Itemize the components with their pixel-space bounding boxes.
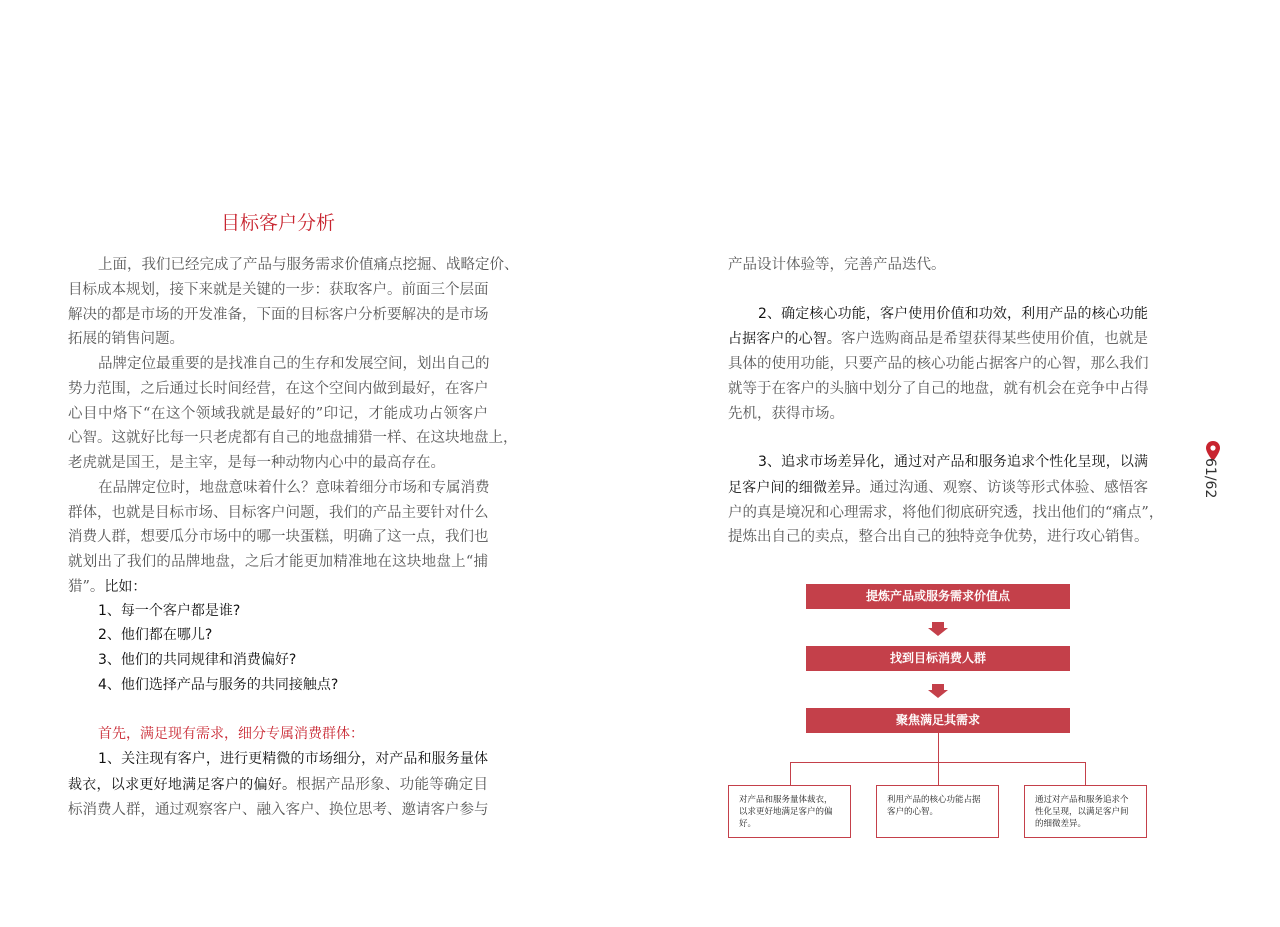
text-line bbox=[68, 303, 488, 328]
connector-line bbox=[938, 733, 939, 762]
text: 首先，满足现有需求，细分专属消费群体： bbox=[98, 726, 364, 743]
text-line bbox=[728, 377, 1148, 402]
text-line bbox=[68, 575, 488, 600]
text-line bbox=[728, 253, 1148, 278]
page-number: 61/62 bbox=[1202, 458, 1218, 499]
text: 心目中烙下“在这个领域我就是最好的”印记，才能成功占领客户 bbox=[68, 405, 488, 422]
text: 消费人群，想要瓜分市场中的哪一块蛋糕，明确了这一点，我们也 bbox=[68, 529, 489, 546]
arrow-down-icon bbox=[928, 684, 948, 698]
text: 4、他们选择产品与服务的共同接触点? bbox=[98, 676, 339, 693]
text-line bbox=[68, 748, 488, 773]
text-line bbox=[728, 402, 1148, 427]
text: 目标成本规划，接下来就是关键的一步：获取客户。前面三个层面 bbox=[68, 281, 489, 298]
text-line bbox=[68, 426, 518, 451]
text-line bbox=[68, 624, 488, 649]
text: 品牌定位最重要的是找准自己的生存和发展空间，划出自己的 bbox=[98, 356, 490, 372]
text: 解决的都是市场的开发准备，下面的目标客户分析要解决的是市场 bbox=[68, 306, 489, 323]
text-line bbox=[68, 674, 488, 699]
text-line bbox=[728, 278, 1148, 303]
text-line bbox=[68, 253, 519, 278]
text-line bbox=[68, 327, 488, 352]
text: 心智。这就好比每一只老虎都有自己的地盘捕猎一样、在这块地盘上， bbox=[68, 430, 518, 447]
flow-step-3: 聚焦满足其需求 bbox=[806, 708, 1070, 733]
text: 根据产品形象、功能等确定目 bbox=[296, 776, 489, 793]
bold-text: 裁衣，以求更好地满足客户的偏好。 bbox=[68, 776, 297, 793]
left-column bbox=[68, 253, 519, 822]
text-line bbox=[728, 303, 1148, 328]
text-line bbox=[68, 550, 488, 575]
text-line bbox=[728, 501, 1164, 526]
text: 3、他们的共同规律和消费偏好? bbox=[98, 652, 297, 668]
text-line bbox=[68, 501, 488, 526]
text-line bbox=[728, 327, 1148, 352]
flow-branch-2: 利用产品的核心功能占据客户的心智。 bbox=[876, 785, 999, 838]
text-line bbox=[68, 600, 488, 625]
text: 就划出了我们的品牌地盘，之后才能更加精准地在这块地盘上“捕 bbox=[68, 554, 488, 570]
text-line bbox=[68, 525, 488, 550]
text-line bbox=[68, 699, 488, 724]
page-title: 目标客户分析 bbox=[220, 212, 335, 234]
text: 提炼出自己的卖点，整合出自己的独特竞争优势，进行攻心销售。 bbox=[728, 529, 1149, 546]
text: 标消费人群，通过观察客户、融入客户、换位思考、邀请客户参与 bbox=[68, 801, 489, 818]
arrow-down-icon bbox=[928, 622, 948, 636]
flow-branch-1: 对产品和服务量体裁衣，以求更好地满足客户的偏好。 bbox=[728, 785, 851, 838]
bold-text: 1、关注现有客户，进行更精微的市场细分，对产品和服务量体 bbox=[98, 751, 488, 767]
text: 产品设计体验等，完善产品迭代。 bbox=[728, 257, 946, 273]
text: 在品牌定位时，地盘意味着什么？意味着细分市场和专属消费 bbox=[98, 479, 490, 496]
text-line bbox=[68, 649, 488, 674]
text-line bbox=[728, 525, 1148, 550]
text: 就等于在客户的头脑中划分了自己的地盘，就有机会在竞争中占得 bbox=[728, 380, 1149, 397]
text: 客户选购商品是希望获得某些使用价值，也就是 bbox=[841, 331, 1148, 348]
text-line bbox=[728, 476, 1148, 501]
flow-step-1: 提炼产品或服务需求价值点 bbox=[806, 584, 1070, 609]
text-line bbox=[728, 426, 1148, 451]
text: 势力范围，之后通过长时间经营，在这个空间内做到最好，在客户 bbox=[68, 380, 489, 397]
flow-step-2: 找到目标消费人群 bbox=[806, 646, 1070, 671]
bold-text: 2、确定核心功能，客户使用价值和功效，利用产品的核心功能 bbox=[758, 305, 1148, 322]
text: 具体的使用功能，只要产品的核心功能占据客户的心智，那么我们 bbox=[728, 356, 1149, 372]
text: 2、他们都在哪儿? bbox=[98, 627, 213, 644]
text-line bbox=[68, 723, 488, 748]
text-line bbox=[68, 773, 488, 798]
connector-line bbox=[938, 762, 939, 785]
bold-text: 3、追求市场差异化，通过对产品和服务追求个性化呈现，以满 bbox=[758, 454, 1148, 470]
text-line bbox=[68, 798, 488, 823]
bold-text: 占据客户的心智。 bbox=[728, 331, 841, 348]
text-line bbox=[68, 402, 488, 427]
bold-text: 足客户间的细微差异。 bbox=[728, 479, 870, 496]
text-line bbox=[68, 352, 488, 377]
flow-branch-3: 通过对产品和服务追求个性化呈现，以满足客户间的细微差异。 bbox=[1024, 785, 1147, 838]
text-line bbox=[728, 352, 1148, 377]
text: 通过沟通、观察、访谈等形式体验、感悟客 bbox=[869, 479, 1149, 496]
text: 拓展的销售问题。 bbox=[68, 331, 184, 348]
bold-text: 比如： bbox=[104, 578, 147, 595]
connector-line bbox=[1085, 762, 1086, 785]
text: 上面，我们已经完成了产品与服务需求价值痛点挖掘、战略定价、 bbox=[98, 257, 519, 273]
text: 猎”。 bbox=[68, 578, 105, 595]
text: 老虎就是国王，是主宰，是每一种动物内心中的最高存在。 bbox=[68, 455, 445, 471]
text: 1、每一个客户都是谁? bbox=[98, 602, 241, 619]
text-line bbox=[68, 451, 488, 476]
text-line bbox=[68, 377, 488, 402]
text: 群体，也就是目标市场、目标客户问题，我们的产品主要针对什么 bbox=[68, 504, 489, 521]
text-line bbox=[68, 278, 488, 303]
text: 先机，获得市场。 bbox=[728, 405, 844, 422]
text: 户的真是境况和心理需求，将他们彻底研究透，找出他们的“痛点”， bbox=[728, 504, 1164, 521]
connector-line bbox=[790, 762, 791, 785]
text-line bbox=[68, 476, 488, 501]
text-line bbox=[728, 451, 1148, 476]
right-column bbox=[728, 253, 1164, 550]
